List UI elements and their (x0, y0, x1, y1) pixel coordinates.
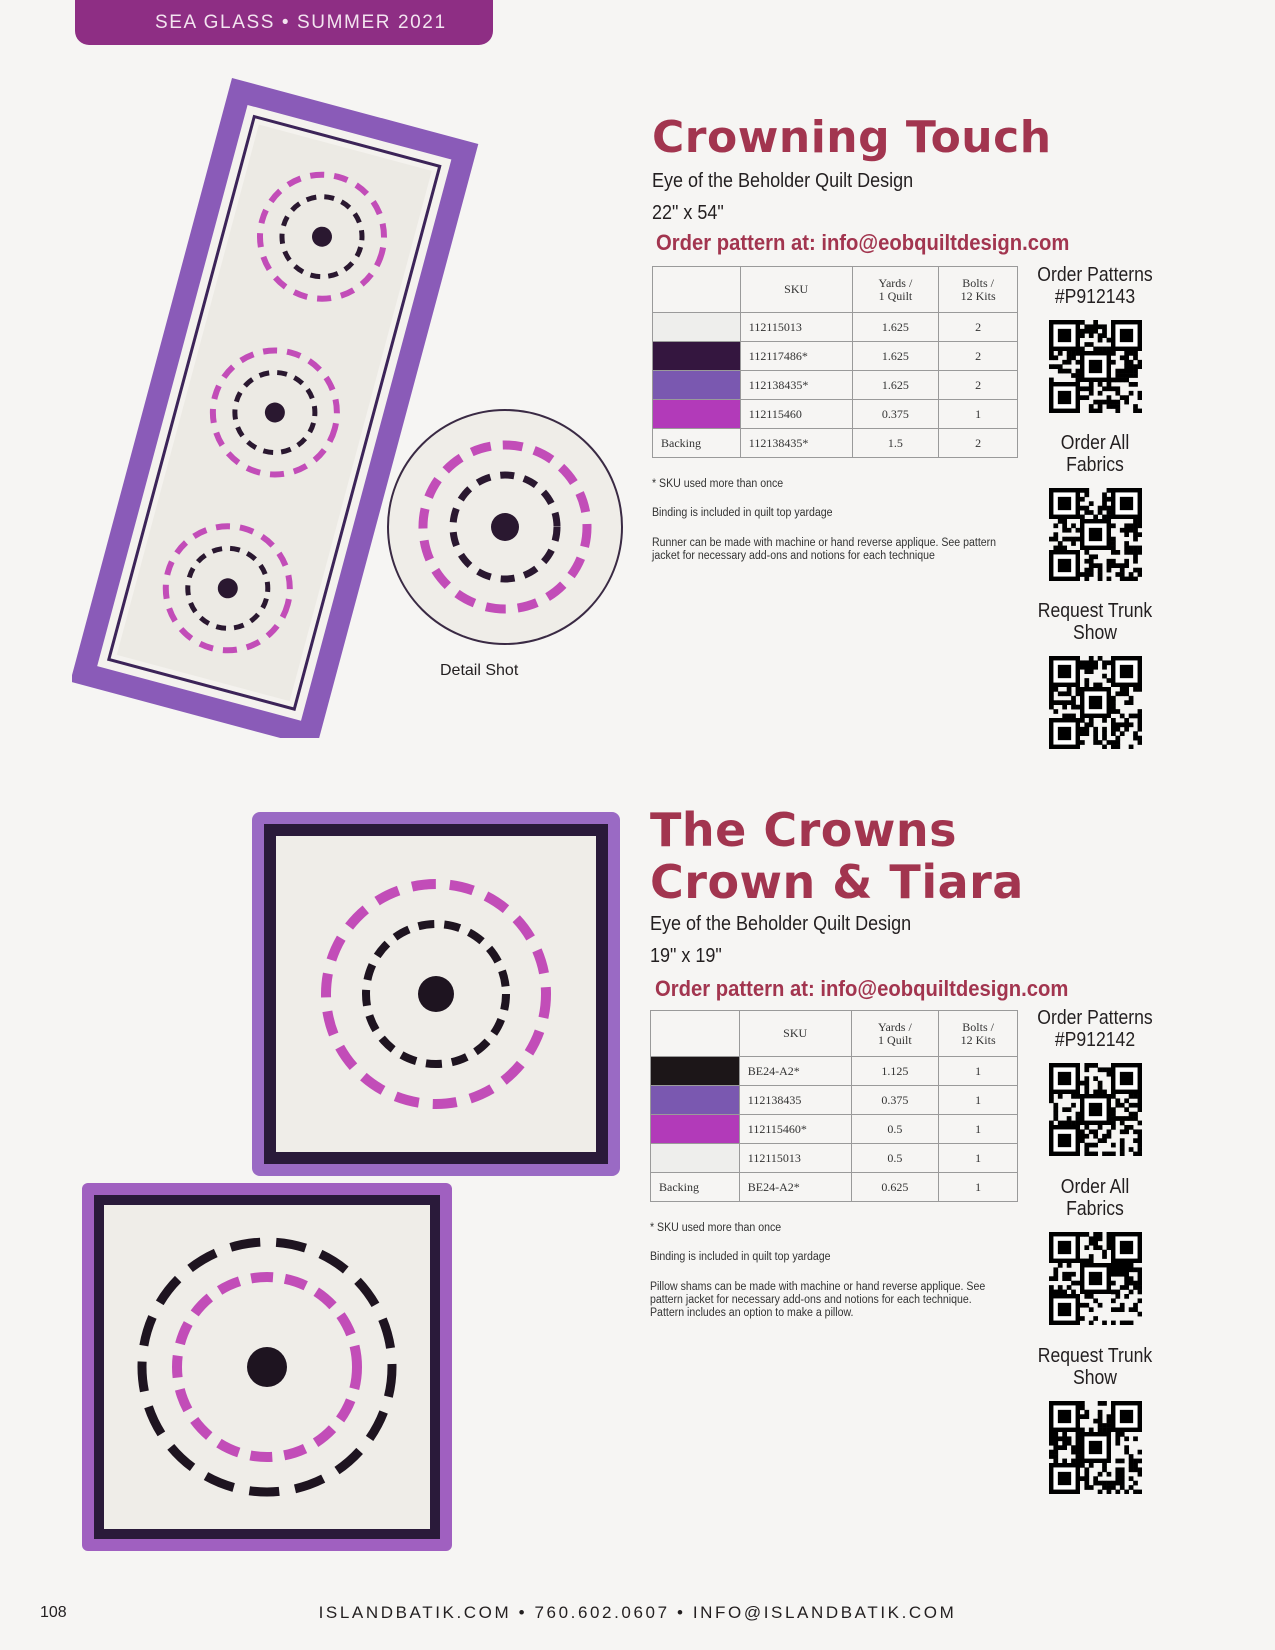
bolts-cell: 1 (939, 1115, 1018, 1144)
bolts-cell: 2 (939, 342, 1018, 371)
fabric-swatch (651, 1086, 740, 1115)
bolts-cell: 1 (939, 1173, 1018, 1202)
table-row (651, 1144, 1018, 1173)
header-tab-text: SEA GLASS • SUMMER 2021 (155, 11, 447, 33)
sku-header: SKU (739, 1011, 851, 1057)
fabric-swatch (651, 1057, 740, 1086)
fabric-swatch (653, 342, 741, 371)
order-patterns-text: Order Patterns (1037, 1007, 1153, 1029)
pattern-number: #P912143 (1054, 286, 1136, 308)
section1-order-pattern: Order pattern at: info@eobquiltdesign.com (656, 230, 1070, 255)
swatch-header (653, 267, 741, 313)
sku-cell: 112117486* (740, 342, 852, 371)
qr-code-icon (1049, 656, 1142, 749)
section2-trunk-show-label (1029, 1345, 1161, 1389)
yards-cell: 0.375 (852, 400, 939, 429)
backing-label: Backing (651, 1173, 740, 1202)
pillow-large-image (82, 1183, 452, 1551)
fabrics-text: Fabrics (1066, 1198, 1124, 1220)
table-row (653, 429, 1018, 458)
sku-cell: 112138435 (739, 1086, 851, 1115)
qr-code-request-trunk-show[interactable] (1049, 1401, 1142, 1494)
table-row (651, 1086, 1018, 1115)
qr-code-icon (1049, 1401, 1142, 1494)
sku-cell: 112115013 (739, 1144, 851, 1173)
section1-size: 22" x 54" (652, 202, 724, 224)
fabrics-text: Fabrics (1066, 454, 1124, 476)
table-header-row (653, 267, 1018, 313)
section1-note-technique: Runner can be made with machine or hand reverse applique. See pattern jacket for necessary add-ons and notions for each technique (652, 537, 997, 562)
section1-trunk-show-label (1029, 600, 1161, 644)
show-text: Show (1072, 622, 1118, 644)
order-patterns-text: Order Patterns (1037, 264, 1153, 286)
qr-code-order-all-fabrics[interactable] (1049, 488, 1142, 581)
order-all-text: Order All (1060, 432, 1130, 454)
sku-header: SKU (740, 267, 852, 313)
qr-code-order-patterns[interactable] (1049, 1063, 1142, 1156)
section2-title-line1: The Crowns (650, 803, 958, 857)
section1-order-patterns-label (1029, 264, 1161, 308)
fabric-swatch (651, 1144, 740, 1173)
yards-cell: 1.625 (852, 342, 939, 371)
section2-order-pattern: Order pattern at: info@eobquiltdesign.com (655, 976, 1069, 1001)
sku-cell: 112115013 (740, 313, 852, 342)
table-row (653, 342, 1018, 371)
section1-title: Crowning Touch (652, 112, 1052, 163)
bolts-cell: 1 (939, 1144, 1018, 1173)
fabric-swatch (653, 400, 741, 429)
section1-note-binding: Binding is included in quilt top yardage (652, 507, 833, 519)
detail-shot-image (386, 408, 624, 646)
table-row (653, 400, 1018, 429)
qr-code-order-all-fabrics[interactable] (1049, 1232, 1142, 1325)
table-body (653, 313, 1018, 458)
yards-cell: 1.625 (852, 313, 939, 342)
yards-cell: 1.125 (851, 1057, 939, 1086)
qr-code-icon (1049, 488, 1142, 581)
qr-code-icon (1049, 320, 1142, 413)
section2-designer: Eye of the Beholder Quilt Design (650, 913, 912, 935)
section2-fabric-table (650, 1010, 1018, 1202)
request-trunk-text: Request Trunk (1037, 600, 1153, 622)
qr-code-request-trunk-show[interactable] (1049, 656, 1142, 749)
sku-cell: 112115460 (740, 400, 852, 429)
yards-cell: 0.5 (851, 1144, 939, 1173)
yards-cell: 0.375 (851, 1086, 939, 1115)
bolts-cell: 2 (939, 371, 1018, 400)
section2-note-binding: Binding is included in quilt top yardage (650, 1251, 831, 1263)
bolts-cell: 1 (939, 1086, 1018, 1115)
bolts-cell: 2 (939, 313, 1018, 342)
yards-cell: 0.5 (851, 1115, 939, 1144)
sku-cell: 112138435* (740, 371, 852, 400)
table-body (651, 1057, 1018, 1202)
yards-header: Yards / 1 Quilt (852, 267, 939, 313)
yards-header: Yards / 1 Quilt (851, 1011, 939, 1057)
sku-cell: BE24-A2* (739, 1173, 851, 1202)
qr-code-icon (1049, 1063, 1142, 1156)
table-row (651, 1173, 1018, 1202)
table-header-row (651, 1011, 1018, 1057)
section1-order-all-label (1029, 432, 1161, 476)
sku-cell: 112138435* (740, 429, 852, 458)
yards-cell: 1.5 (852, 429, 939, 458)
section2-order-patterns-label (1029, 1007, 1161, 1051)
fabric-swatch (653, 371, 741, 400)
detail-shot-caption: Detail Shot (440, 662, 519, 679)
bolts-cell: 2 (939, 429, 1018, 458)
bolts-cell: 1 (939, 1057, 1018, 1086)
bolts-header: Bolts / 12 Kits (939, 1011, 1018, 1057)
page-number: 108 (40, 1604, 67, 1621)
header-tab (75, 0, 493, 45)
table-row (653, 313, 1018, 342)
sku-cell: BE24-A2* (739, 1057, 851, 1086)
yards-cell: 0.625 (851, 1173, 939, 1202)
section2-note-technique: Pillow shams can be made with machine or hand reverse applique. See pattern jacket for necessary add-ons and notions for each technique. Pattern includes an option to make a pillow. (650, 1281, 986, 1319)
bolts-header: Bolts / 12 Kits (939, 267, 1018, 313)
yards-cell: 1.625 (852, 371, 939, 400)
sku-cell: 112115460* (739, 1115, 851, 1144)
section1-designer: Eye of the Beholder Quilt Design (652, 170, 914, 192)
bolts-cell: 1 (939, 400, 1018, 429)
request-trunk-text: Request Trunk (1037, 1345, 1153, 1367)
order-all-text: Order All (1060, 1176, 1130, 1198)
pattern-number: #P912142 (1054, 1029, 1136, 1051)
qr-code-order-patterns[interactable] (1049, 320, 1142, 413)
table-row (651, 1057, 1018, 1086)
section2-order-all-label (1029, 1176, 1161, 1220)
section1-fabric-table (652, 266, 1018, 458)
show-text: Show (1072, 1367, 1118, 1389)
section2-title-line2: Crown & Tiara (650, 855, 1024, 909)
table-row (651, 1115, 1018, 1144)
fabric-swatch (653, 313, 741, 342)
fabric-swatch (651, 1115, 740, 1144)
section2-note-sku: * SKU used more than once (650, 1222, 782, 1234)
swatch-header (651, 1011, 740, 1057)
backing-label: Backing (653, 429, 741, 458)
section2-size: 19" x 19" (650, 945, 722, 967)
table-row (653, 371, 1018, 400)
qr-code-icon (1049, 1232, 1142, 1325)
section1-note-sku: * SKU used more than once (652, 478, 784, 490)
pillow-small-image (252, 812, 620, 1176)
footer-contact: ISLANDBATIK.COM • 760.602.0607 • INFO@ISLANDBATIK.COM (318, 1603, 957, 1622)
